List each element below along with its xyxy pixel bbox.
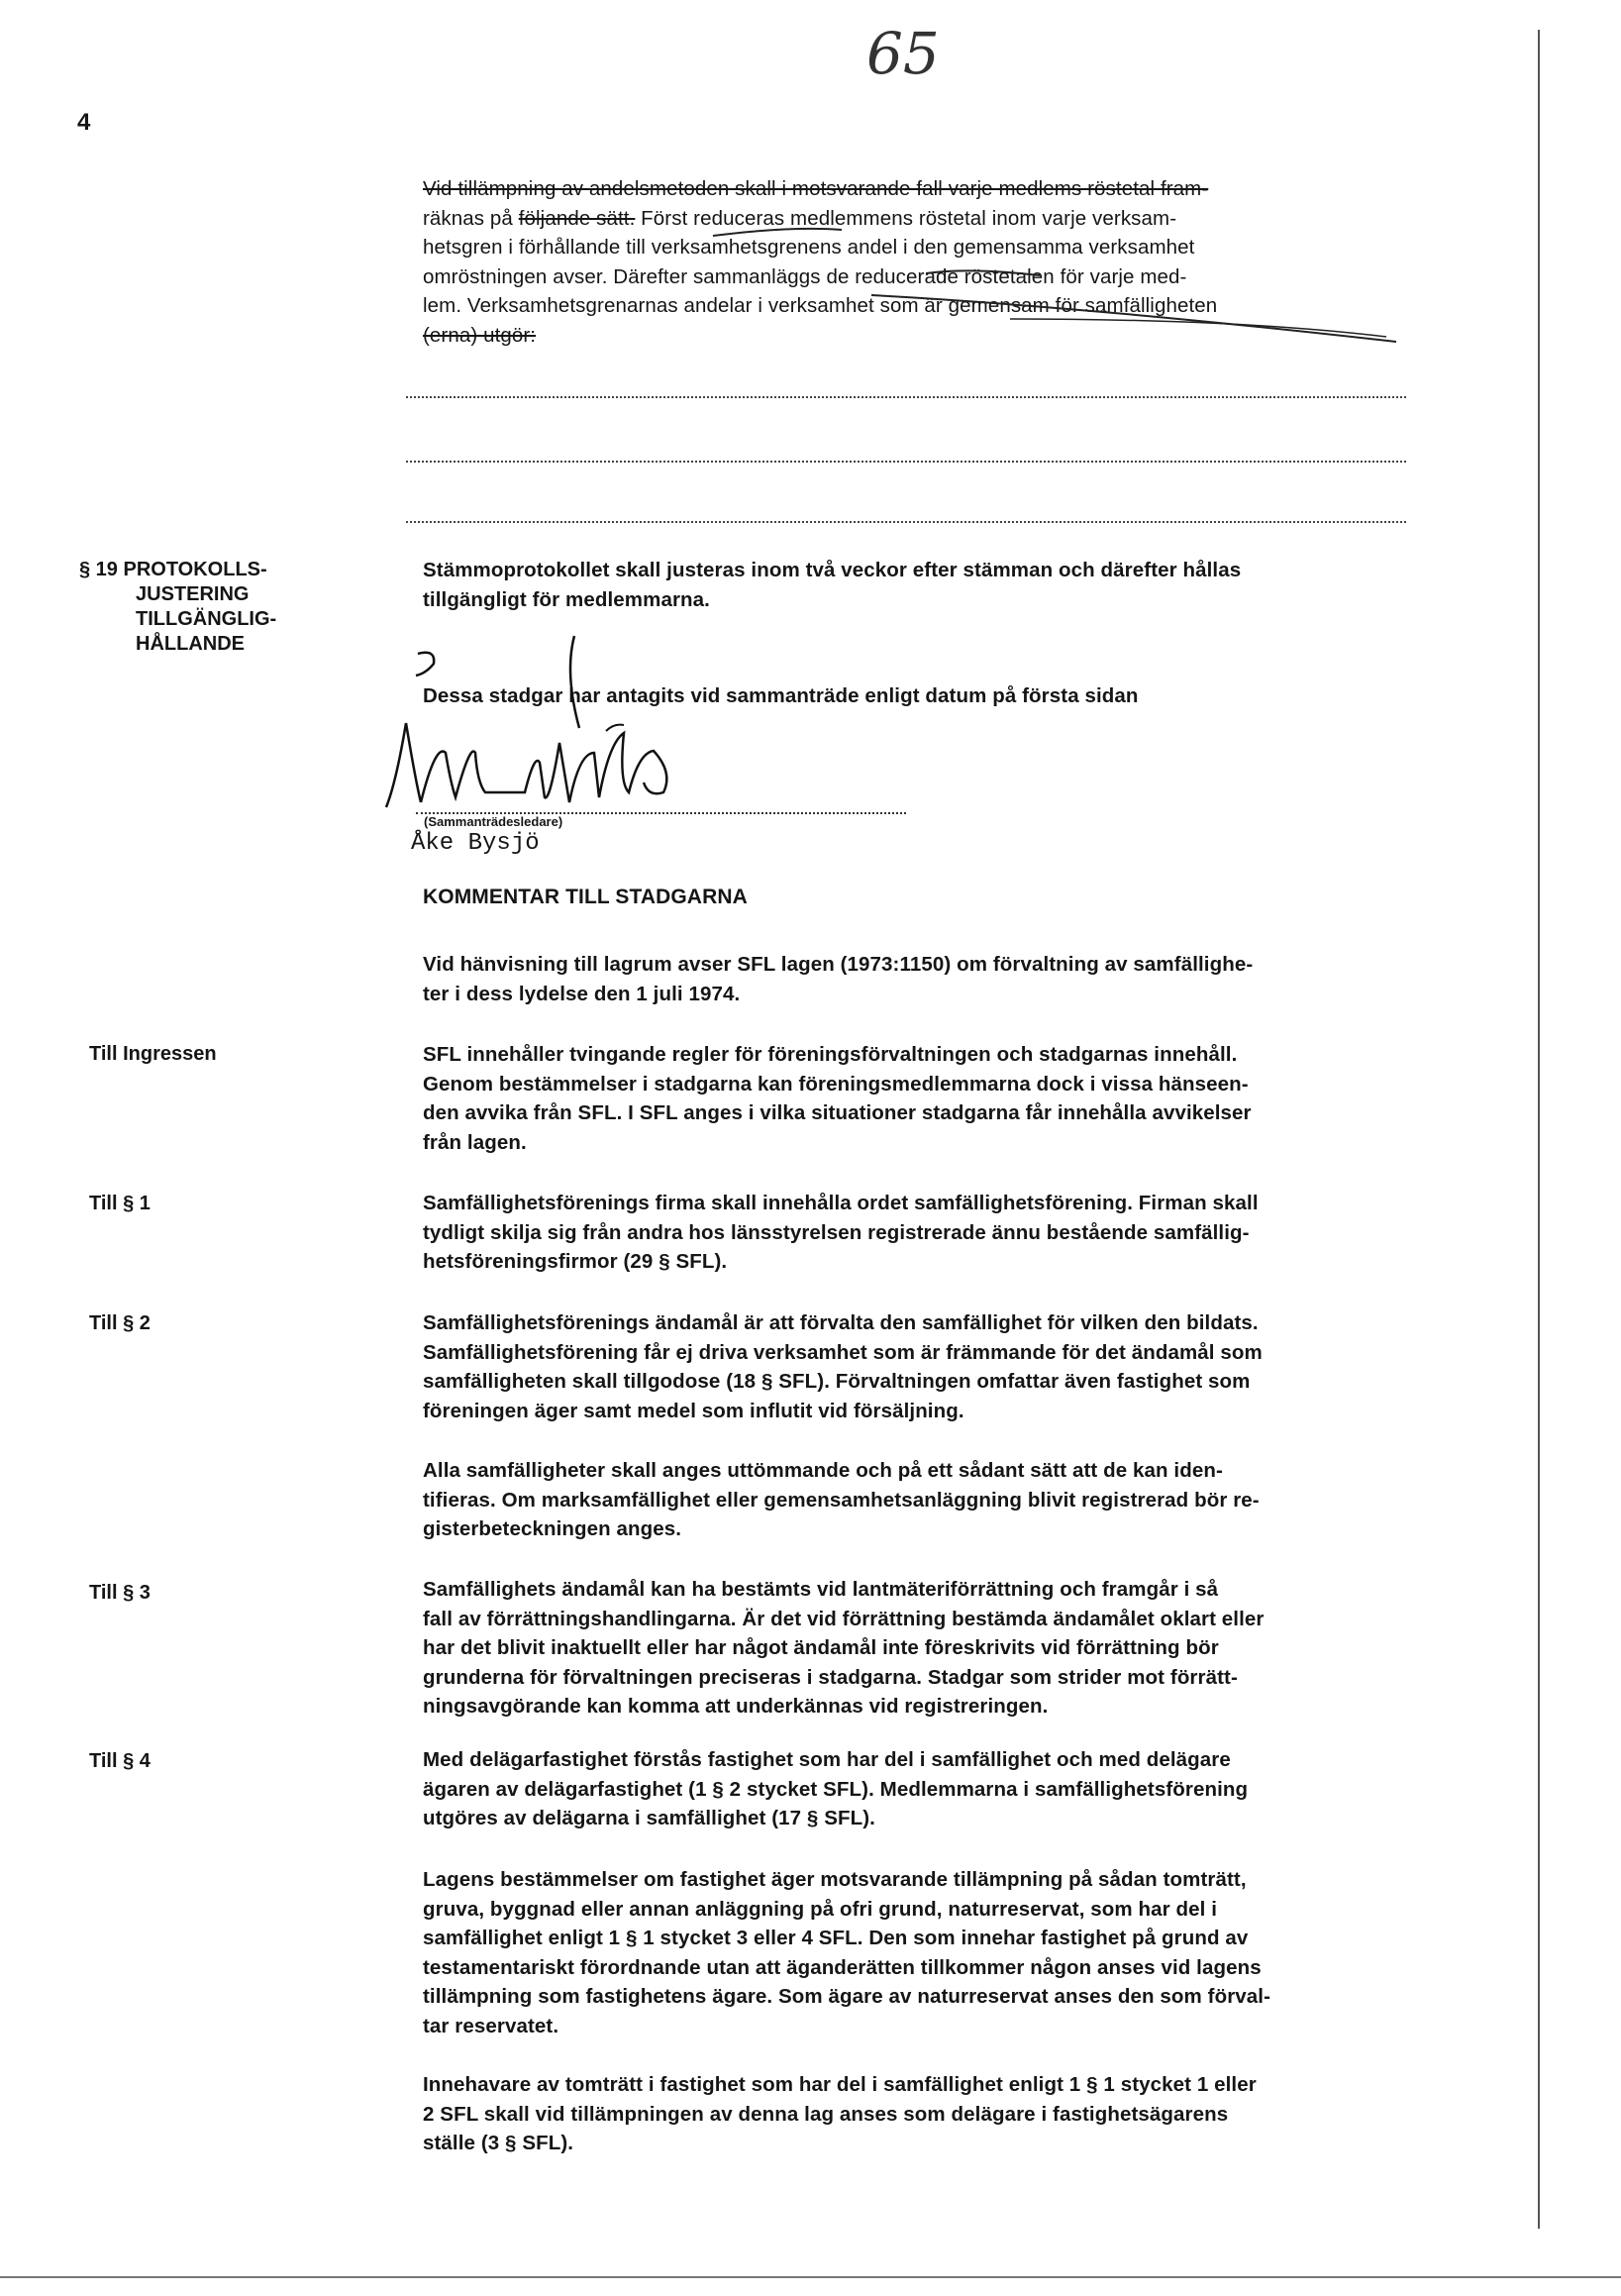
adoption-statement: Dessa stadgar har antagits vid sammanträde enligt datum på första sidan <box>423 684 1139 707</box>
intro-line-2-b: Först reduceras medlemmens röstetal inom varje verksam- <box>635 206 1177 230</box>
comment-section-3 <box>423 1575 1403 1722</box>
comment-line: grunderna för förvaltningen preciseras i stadgarna. Stadgar som strider mot förrätt- <box>423 1665 1238 1689</box>
struck-line-6: (erna) utgör: <box>423 323 537 347</box>
commentary-intro-line-1: Vid hänvisning till lagrum avser SFL lagen (1973:1150) om förvaltning av samfällighe- <box>423 953 1254 976</box>
comment-line: ägaren av delägarfastighet (1 § 2 stycket SFL). Medlemmarna i samfällighetsförening <box>423 1777 1249 1801</box>
comment-section-4-cont-1 <box>423 1865 1403 2040</box>
comment-line: Genom bestämmelser i stadgarna kan föreningsmedlemmarna dock i vissa hänseen- <box>423 1072 1249 1096</box>
comment-line: från lagen. <box>423 1130 527 1154</box>
comment-label-section-1: Till § 1 <box>89 1193 151 1214</box>
comment-line: Alla samfälligheter skall anges uttömmande och på ett sådant sätt att de kan iden- <box>423 1459 1223 1482</box>
comment-line: Samfällighetsförenings ändamål är att förvalta den samfällighet för vilken den bildats. <box>423 1311 1259 1334</box>
comment-line: har det blivit inaktuellt eller har något ändamål inte föreskrivits vid förrättning bör <box>423 1636 1219 1659</box>
comment-line: Med delägarfastighet förstås fastighet som har del i samfällighet och med delägare <box>423 1748 1231 1771</box>
comment-line: gisterbeteckningen anges. <box>423 1517 682 1540</box>
commentary-intro-line-2: ter i dess lydelse den 1 juli 1974. <box>423 982 741 1005</box>
scan-edge-line <box>1538 30 1540 2229</box>
section-19-label-line-3: TILLGÄNGLIG- <box>136 608 277 630</box>
comment-line: utgöres av delägarna i samfällighet (17 § SFL). <box>423 1807 875 1829</box>
intro-line-3: hetsgren i förhållande till verksamhetsgrenens andel i den gemensamma verksamhet <box>423 236 1195 259</box>
comment-line: ningsavgörande kan komma att underkännas vid registreringen. <box>423 1695 1049 1718</box>
comment-line: den avvika från SFL. I SFL anges i vilka situationer stadgarna får innehålla avvikelser <box>423 1101 1252 1124</box>
comment-line: hetsföreningsfirmor (29 § SFL). <box>423 1250 728 1273</box>
dotted-line-2 <box>406 461 1406 463</box>
comment-line: Innehavare av tomträtt i fastighet som har del i samfällighet enligt 1 § 1 stycket 1 eller <box>423 2073 1257 2096</box>
comment-line: ställe (3 § SFL). <box>423 2132 574 2154</box>
comment-label-section-2: Till § 2 <box>89 1312 151 1334</box>
comment-line: tar reservatet. <box>423 2014 559 2037</box>
comment-line: Samfällighetsförenings firma skall innehålla ordet samfällighetsförening. Firman skall <box>423 1192 1259 1214</box>
strike-scribbles <box>0 0 1621 396</box>
intro-line-2-a: räknas på <box>423 206 519 230</box>
comment-section-1 <box>423 1189 1403 1277</box>
comment-section-4 <box>423 1745 1403 1833</box>
scan-bottom-line <box>0 2276 1621 2278</box>
commentary-heading: KOMMENTAR TILL STADGARNA <box>423 886 748 908</box>
comment-line: tifieras. Om marksamfällighet eller gemensamhetsanläggning blivit registrerad bör re- <box>423 1488 1260 1512</box>
comment-label-ingressen: Till Ingressen <box>89 1043 217 1065</box>
comment-section-2 <box>423 1308 1403 1425</box>
comment-ingressen <box>423 1040 1403 1157</box>
comment-line: Samfällighetsförening får ej driva verksamhet som är främmande för det ändamål som <box>423 1340 1263 1364</box>
intro-line-2-struck: följande sätt. <box>518 206 636 230</box>
comment-line: Lagens bestämmelser om fastighet äger motsvarande tillämpning på sådan tomträtt, <box>423 1868 1247 1891</box>
handwritten-page-number: 65 <box>866 20 940 87</box>
comment-line: SFL innehåller tvingande regler för föreningsförvaltningen och stadgarnas innehåll. <box>423 1043 1238 1066</box>
signature-caption: (Sammanträdesledare) <box>424 814 563 829</box>
comment-section-4-cont-2 <box>423 2070 1403 2158</box>
comment-label-section-3: Till § 3 <box>89 1582 151 1604</box>
comment-section-2-cont <box>423 1456 1403 1544</box>
signatory-name: Åke Bysjö <box>411 830 540 857</box>
comment-label-section-4: Till § 4 <box>89 1750 151 1772</box>
dotted-line-1 <box>406 396 1406 398</box>
comment-line: Samfällighets ändamål kan ha bestämts vid lantmäteriförrättning och framgår i så <box>423 1578 1219 1601</box>
section-19-label <box>79 558 276 657</box>
signature-image <box>376 634 792 832</box>
intro-line-4: omröstningen avser. Därefter sammanläggs de reducerade röstetalen för varje med- <box>423 264 1187 288</box>
section-19-label-line-4: HÅLLANDE <box>136 633 245 655</box>
section-19-label-line-2: JUSTERING <box>136 583 250 605</box>
section-19-label-line-1: § 19 PROTOKOLLS- <box>79 559 267 580</box>
section-19-text-line-1: Stämmoprotokollet skall justeras inom två veckor efter stämman och därefter hållas <box>423 559 1242 581</box>
section-19-text-line-2: tillgängligt för medlemmarna. <box>423 587 710 611</box>
comment-line: 2 SFL skall vid tillämpningen av denna lag anses som delägare i fastighetsägarens <box>423 2102 1229 2126</box>
comment-line: fall av förrättningshandlingarna. Är det vid förrättning bestämda ändamålet oklart eller <box>423 1607 1265 1630</box>
comment-line: tillämpning som fastighetens ägare. Som ägare av naturreservat anses den som förval- <box>423 1985 1271 2008</box>
comment-line: samfälligheten skall tillgodose (18 § SFL). Förvaltningen omfattar även fastighet som <box>423 1370 1251 1393</box>
commentary-intro <box>423 950 1403 1008</box>
comment-line: tydligt skilja sig från andra hos länsstyrelsen registrerade ännu bestående samfällig- <box>423 1220 1250 1244</box>
comment-line: samfällighet enligt 1 § 1 stycket 3 eller 4 SFL. Den som innehar fastighet på grund av <box>423 1927 1249 1949</box>
page-number: 4 <box>77 109 91 136</box>
section-19-text <box>423 556 1403 614</box>
comment-line: gruva, byggnad eller annan anläggning på ofri grund, naturreservat, som har del i <box>423 1897 1218 1921</box>
dotted-line-3 <box>406 521 1406 523</box>
comment-line: testamentariskt förordnande utan att äganderätten tillkommer någon anses vid lagens <box>423 1955 1262 1979</box>
intro-line-5: lem. Verksamhetsgrenarnas andelar i verksamhet som är gemensam för samfälligheten <box>423 294 1218 317</box>
comment-line: föreningen äger samt medel som influtit vid försäljning. <box>423 1399 964 1422</box>
struck-line-1: Vid tillämpning av andelsmetoden skall i motsvarande fall varje medlems röstetal fram- <box>423 177 1209 200</box>
